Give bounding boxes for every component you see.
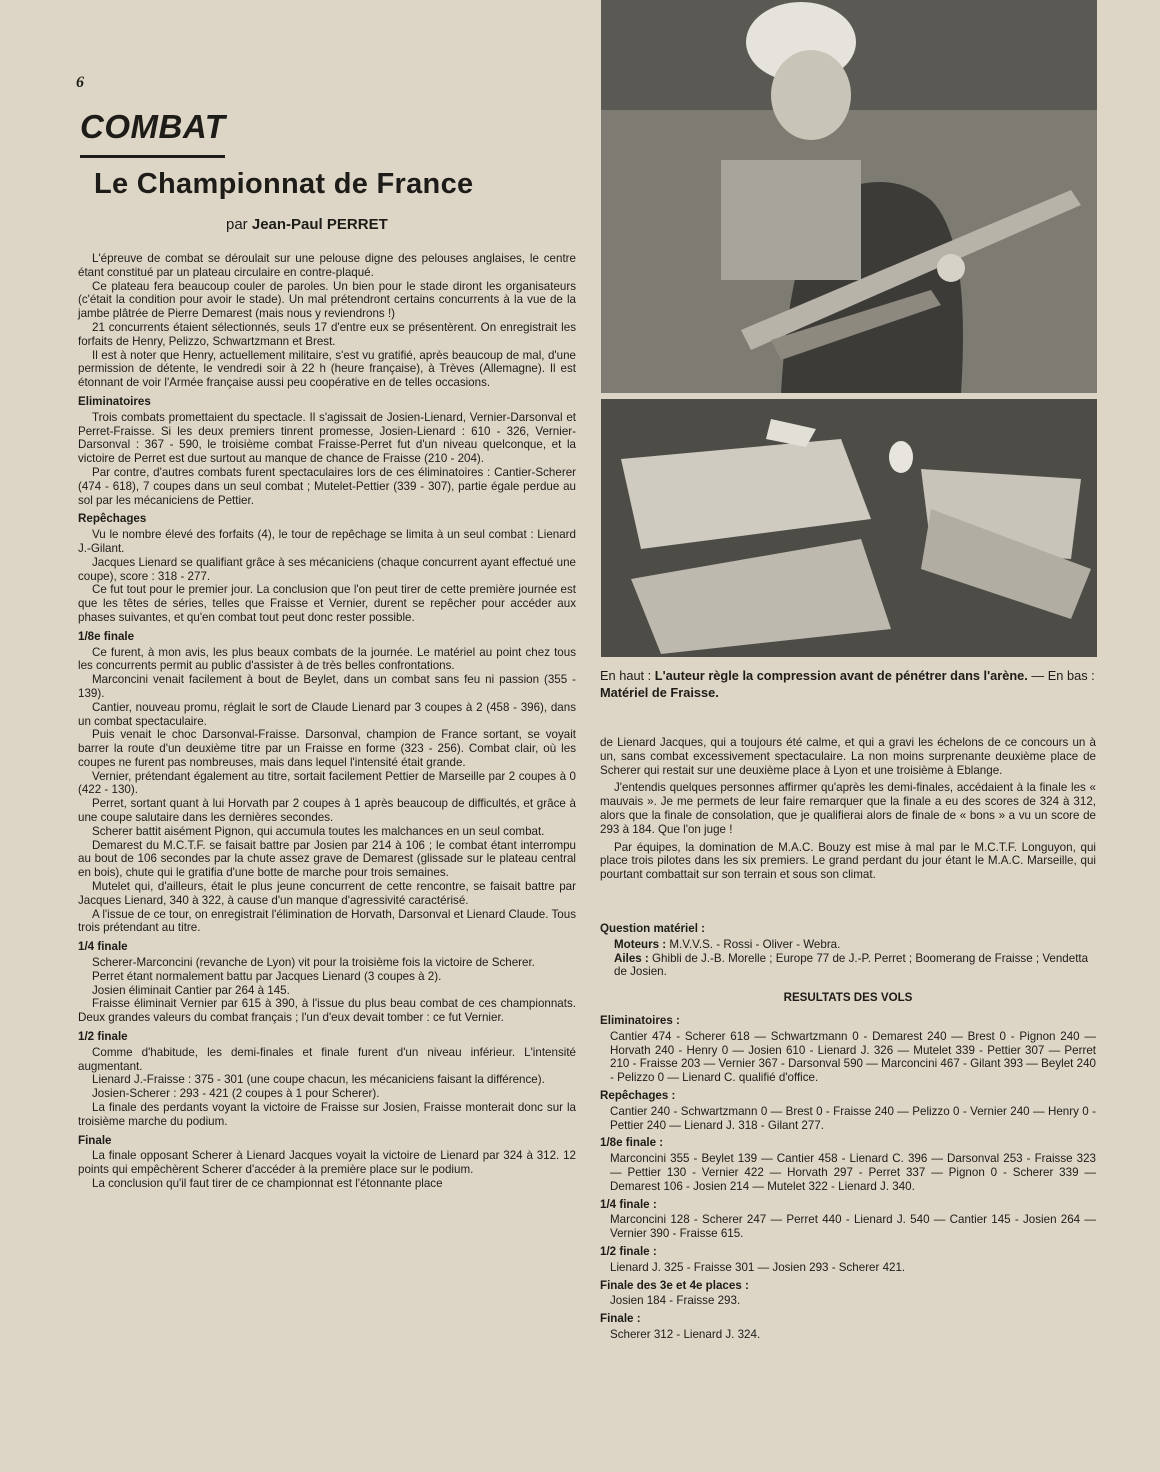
paragraph: Josien éliminait Cantier par 264 à 145. — [92, 983, 290, 997]
paragraph: J'entendis quelques personnes affirmer qu'après les demi-finales, accédaient à la finale les « mauvais ». Je me permets de leur faire remarquer que la finale a eu des scores de 324 à 312, alors que la finale de consolation, que je qualifierai alors de finale de « bons » a vu un score de 293 à 184. Que l'on juge ! — [600, 781, 1096, 836]
paragraph: Fraisse éliminait Vernier par 615 à 390, à l'issue du plus beau combat de ces championnats. Deux grandes valeurs du combat français ; l'un d'eux devait tomber : ce fut Vernier. — [78, 997, 576, 1025]
results-heading: Repêchages : — [600, 1088, 676, 1102]
byline — [226, 216, 388, 233]
left-column — [78, 252, 576, 1392]
paragraph: Ce furent, à mon avis, les plus beaux combats de la journée. Le matériel au point chez tous les concurrents permit au public d'assister à de très belles confrontations. — [78, 645, 576, 673]
paragraph: A l'issue de ce tour, on enregistrait l'élimination de Horvath, Darsonval et Lienard Claude. Tous trois prétendant au titre. — [78, 907, 576, 935]
paragraph: Marconcini venait facilement à bout de Beylet, dans un combat sans feu ni passion (355 - 139). — [78, 673, 576, 700]
paragraph: Cantier, nouveau promu, réglait le sort de Claude Lienard par 3 coupes à 2 (458 - 396), dans un combat spectaculaire. — [78, 700, 576, 728]
section-title: COMBAT — [80, 108, 226, 145]
results-heading: Eliminatoires : — [600, 1014, 680, 1027]
paragraph: Demarest du M.C.T.F. se faisait battre par Josien par 214 à 106 ; le combat étant interrompu au bout de 106 secondes par la chute assez grave de Demarest (glissade sur le plateau central en bois), chute qui le gratifia d'une botte de marche pour trois semaines. — [78, 838, 576, 880]
paragraph: Scherer battit aisément Pignon, qui accumula toutes les malchances en un seul combat. — [92, 824, 545, 838]
paragraph: de Lienard Jacques, qui a toujours été calme, et qui a gravi les échelons de ce concours un à un, sans combat excessivement spectaculaire. La non moins surprenante deuxième place de Scherer qui restait sur une deuxième place à Lyon et une troisième à Eblange. — [600, 736, 1096, 777]
subheading-repechages: Repêchages — [78, 512, 147, 526]
results-text: Marconcini 355 - Beylet 139 — Cantier 458 - Lienard C. 396 — Darsonval 253 - Fraisse 323 — Pettier 130 - Vernier 422 — Horvath 297 - Perret 337 — Pignon 0 - Scherer 339 — Demarest 106 - Josien 214 — Mutelet 322 - Lienard J. 340. — [610, 1152, 1096, 1193]
paragraph: Perret, sortant quant à lui Horvath par 2 coupes à 1 après beaucoup de difficultés, et grâce à une coupe salutaire dans les dernières secondes. — [78, 797, 576, 825]
materiel-heading: Question matériel : — [600, 922, 706, 935]
results-title: RESULTATS DES VOLS — [783, 991, 913, 1004]
materiel-block — [600, 922, 1096, 979]
ailes-line — [600, 952, 1096, 980]
right-column — [600, 736, 1096, 882]
paragraph: Jacques Lienard se qualifiant grâce à ses mécaniciens (chaque concurrent ayant effectué une coupe), score : 318 - 277. — [78, 555, 576, 583]
moteurs-line — [600, 938, 1096, 952]
paragraph: Il est à noter que Henry, actuellement militaire, s'est vu gratifié, après beaucoup de mal, d'une permission de détente, le vendredi soir à 22 h (heure française), à Trèves (Allemagne). Il est étonnant de voir l'Armée française aussi peu coopérative en de telles occasions. — [78, 348, 576, 390]
subheading-huitieme: 1/8e finale — [78, 629, 135, 643]
caption-separator: — En bas : — [1031, 668, 1095, 683]
caption-bottom-text: Matériel de Fraisse. — [600, 685, 719, 700]
paragraph: Par équipes, la domination de M.A.C. Bouzy est mise à mal par le M.C.T.F. Longuyon, qui place trois pilotes dans les six premiers. Le grand perdant du jour étant le M.A.C. Marseille, qui pourtant combattait sur son terrain et sous son climat. — [600, 840, 1096, 882]
paragraph: Comme d'habitude, les demi-finales et finale furent d'un niveau inférieur. L'intensité augmentant. — [78, 1045, 576, 1073]
byline-author: Jean-Paul PERRET — [251, 216, 388, 233]
results-text: Cantier 240 - Schwartzmann 0 — Brest 0 - Fraisse 240 — Pelizzo 0 - Vernier 240 — Henry 0 - Pettier 240 — Lienard J. 318 - Gilant 277. — [610, 1104, 1096, 1132]
paragraph: La finale des perdants voyant la victoire de Fraisse sur Josien, Fraisse monterait donc sur la troisième marche du podium. — [78, 1101, 576, 1128]
results-text: Marconcini 128 - Scherer 247 — Perret 440 - Lienard J. 540 — Cantier 145 - Josien 264 — Vernier 390 - Fraisse 615. — [610, 1213, 1096, 1241]
results-text: Cantier 474 - Scherer 618 — Schwartzmann 0 - Demarest 240 — Brest 0 - Pignon 240 — Horvath 240 - Henry 0 — Josien 610 - Lienard J. 326 — Mutelet 339 - Pettier 307 — Perret 210 - Fraisse 203 — Vernier 367 - Darsonval 590 — Marconcini 467 - Gilant 393 — Beylet 240 - Pelizzo 0 — Lienard C. qualifié d'office. — [610, 1029, 1096, 1085]
subheading-demi: 1/2 finale — [78, 1030, 128, 1044]
paragraph: Josien-Scherer : 293 - 421 (2 coupes à 1 pour Scherer). — [92, 1087, 380, 1101]
paragraph: Ce plateau fera beaucoup couler de paroles. Un bien pour le stade diront les organisateurs (c'était la condition pour avoir le stade). Un mal prétendront certains concurrents à la vue de la jambe plâtrée de Pierre Demarest (mais nous y reviendrons !) — [78, 279, 576, 321]
ailes-text: Ghibli de J.-B. Morelle ; Europe 77 de J.-P. Perret ; Boomerang de Fraisse ; Vendetta de Josien. — [614, 951, 1089, 979]
paragraph: La finale opposant Scherer à Lienard Jacques voyait la victoire de Lienard par 324 à 312. 12 points qui empêchèrent Scherer d'accéder à la première place sur le podium. — [78, 1149, 576, 1177]
results-text: Lienard J. 325 - Fraisse 301 — Josien 293 - Scherer 421. — [610, 1260, 906, 1274]
photo-author-adjusting-engine — [601, 0, 1097, 393]
results-heading: 1/4 finale : — [600, 1197, 657, 1211]
paragraph: La conclusion qu'il faut tirer de ce championnat est l'étonnante place — [92, 1177, 443, 1190]
paragraph: L'épreuve de combat se déroulait sur une pelouse digne des pelouses anglaises, le centre étant constitué par un plateau circulaire en contre-plaqué. — [78, 252, 576, 279]
results-heading: 1/2 finale : — [600, 1244, 657, 1258]
caption-top-label: En haut : — [600, 668, 652, 683]
results-text: Josien 184 - Fraisse 293. — [610, 1294, 741, 1308]
page-number: 6 — [76, 74, 84, 91]
moteurs-text: M.V.V.S. - Rossi - Oliver - Webra. — [669, 937, 841, 951]
paragraph: Scherer-Marconcini (revanche de Lyon) vit pour la troisième fois la victoire de Scherer. — [92, 956, 535, 970]
byline-prefix: par — [226, 216, 248, 233]
subheading-finale: Finale — [78, 1133, 112, 1147]
paragraph: Puis venait le choc Darsonval-Fraisse. Darsonval, champion de France sortant, se voyait barrer la route d'un deuxième titre par un Fraisse en forme (323 - 256). Combat clair, où les coupes ne furent pas nombreuses, mais dans lequel l'intensité était grande. — [78, 728, 576, 769]
subheading-eliminatoires: Eliminatoires — [78, 394, 151, 408]
article-title: Le Championnat de France — [94, 168, 474, 200]
paragraph: Ce fut tout pour le premier jour. La conclusion que l'on peut tirer de cette première journée est que les têtes de séries, telles que Fraisse et Vernier, durent se repêcher pour accéder aux phases suivantes, et qu'en combat tout peut donc rester possible. — [78, 583, 576, 624]
photo-caption — [600, 667, 1096, 701]
subheading-quart: 1/4 finale — [78, 940, 128, 954]
results-heading: Finale : — [600, 1312, 641, 1326]
paragraph: Perret étant normalement battu par Jacques Lienard (3 coupes à 2). — [92, 969, 442, 983]
paragraph: Lienard J.-Fraisse : 375 - 301 (une coupe chacun, les mécaniciens faisant la différence). — [92, 1073, 545, 1087]
paragraph: Vu le nombre élevé des forfaits (4), le tour de repêchage se limita à un seul combat : Lienard J.-Gilant. — [78, 528, 576, 555]
paragraph: Trois combats promettaient du spectacle. Il s'agissait de Josien-Lienard, Vernier-Darsonval et Perret-Fraisse. Si les deux premiers tinrent promesse, Josien-Lienard : 610 - 326, Vernier-Darsonval : 367 - 590, le troisième combat Fraisse-Perret fut d'un niveau quelconque, et la victoire de Perret est due surtout au manque de chance de Fraisse (210 - 204). — [78, 410, 576, 466]
caption-top-text: L'auteur règle la compression avant de pénétrer dans l'arène. — [654, 668, 1028, 683]
moteurs-label: Moteurs : — [614, 937, 667, 951]
photo-top-drawing — [601, 0, 1097, 393]
results-heading: 1/8e finale : — [600, 1136, 664, 1150]
ailes-label: Ailes : — [614, 951, 649, 965]
paragraph: Mutelet qui, d'ailleurs, était le plus jeune concurrent de cette rencontre, se faisait battre par Jacques Lienard, 340 à 322, à cause d'un manque d'agressivité caractérisé. — [78, 880, 576, 907]
photo-fraisse-equipment — [601, 399, 1097, 657]
paragraph: Par contre, d'autres combats furent spectaculaires lors de ces éliminatoires : Cantier-Scherer (474 - 618), 7 coupes dans un seul combat ; Mutelet-Pettier (339 - 307), partie égale perdue au sol par les mécaniciens de Pettier. — [78, 465, 576, 507]
results-block — [600, 1010, 1096, 1388]
photo-bottom-drawing — [601, 399, 1097, 657]
results-heading: Finale des 3e et 4e places : — [600, 1278, 749, 1292]
paragraph: Vernier, prétendant également au titre, sortait facilement Pettier de Marseille par 2 coupes à 0 (422 - 130). — [78, 769, 576, 797]
paragraph: 21 concurrents étaient sélectionnés, seuls 17 d'entre eux se présentèrent. On enregistrait les forfaits de Henry, Pelizzo, Schwartzmann et Brest. — [78, 320, 576, 348]
title-rule — [80, 155, 225, 158]
results-text: Scherer 312 - Lienard J. 324. — [610, 1327, 761, 1341]
